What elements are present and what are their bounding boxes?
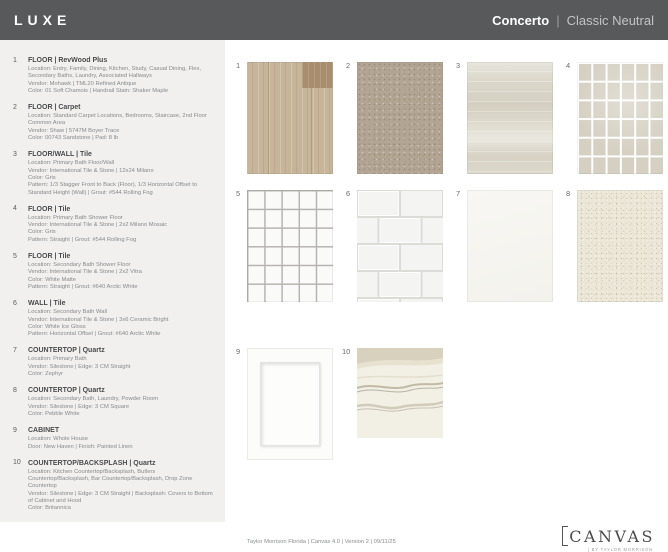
spec-detail: Pattern: Straight | Grout: #544 Rolling Fog [28, 236, 137, 243]
swatch-quartz-pebble-white [577, 190, 663, 302]
spec-title: FLOOR | Tile [28, 253, 71, 261]
spec-detail: Location: Secondary Bath, Laundry, Powder Room [28, 396, 159, 403]
spec-item-2 [13, 103, 215, 142]
spec-detail: Vendor: International Tile & Stone | 12x24 Milano [28, 167, 154, 174]
spec-item-6 [13, 299, 215, 338]
spec-item-5 [13, 252, 215, 291]
spec-item-4 [13, 205, 215, 244]
spec-item-10 [13, 459, 215, 513]
swatch-number: 6 [346, 189, 351, 198]
spec-detail: Vendor: Silestone | Edge: 3 CM Square [28, 403, 130, 410]
spec-number: 6 [13, 299, 17, 307]
logo-wordmark: CANVAS [569, 526, 655, 546]
spec-title: FLOOR/WALL | Tile [28, 151, 92, 159]
spec-detail: Location: Primary Bath [28, 356, 87, 363]
spec-title: COUNTERTOP | Quartz [28, 387, 105, 395]
subway-tile-pattern [357, 190, 443, 302]
spec-detail: Vendor: International Tile & Stone | 2x2 Milano Mosaic [28, 222, 168, 229]
spec-detail: Color: Pebble White [28, 410, 80, 417]
spec-detail: Location: Kitchen Countertop/Backsplash, Butlers Countertop/Backsplash, Bar Countertop/Backsplash, Drop Zone Countertop [28, 468, 193, 490]
swatch-cell-4 [566, 61, 663, 174]
swatch-tile-2x2-milano-mosaic [577, 62, 663, 174]
swatch-board [225, 40, 668, 552]
spec-item-9 [13, 426, 215, 451]
swatch-cell-8 [566, 189, 663, 302]
spec-detail: Pattern: Horizontal Offset | Grout: #640 Arctic White [28, 331, 161, 338]
spec-detail: Location: Entry, Family, Dining, Kitchen, Study, Casual Dining, Flex, Secondary Baths, Laundry, Associated Hallways [28, 66, 202, 80]
swatch-number: 3 [456, 61, 461, 70]
spec-detail: Location: Primary Bath Floor/Wall [28, 160, 115, 167]
spec-detail: Pattern: Straight | Grout: #640 Arctic White [28, 283, 138, 290]
spec-number: 2 [13, 103, 17, 111]
logo-bracket-icon [562, 526, 568, 546]
swatch-cell-6 [346, 189, 443, 302]
swatch-revwood-plus-wood-floor [247, 62, 333, 174]
swatch-tile-12x24-milano [467, 62, 553, 174]
spec-detail: Color: 01 Soft Chamois | Handrail Stain: Shaker Maple [28, 87, 169, 94]
spec-number: 1 [13, 56, 17, 64]
swatch-number: 8 [566, 189, 571, 198]
spec-title: COUNTERTOP/BACKSPLASH | Quartz [28, 459, 156, 467]
swatch-carpet-sandstone [357, 62, 443, 174]
swatch-number: 9 [236, 347, 241, 356]
spec-detail: Vendor: Mohawk | TML20 Refined Antique [28, 80, 137, 87]
spec-title: CABINET [28, 427, 60, 435]
spec-number: 7 [13, 346, 17, 354]
swatch-number: 4 [566, 61, 571, 70]
swatch-cell-1 [236, 61, 333, 174]
spec-item-1 [13, 56, 215, 95]
spec-title: FLOOR | RevWood Plus [28, 57, 108, 64]
spec-detail: Location: Secondary Bath Wall [28, 309, 108, 316]
spec-detail: Location: Primary Bath Shower Floor [28, 214, 123, 221]
swatch-quartz-zephyr [467, 190, 553, 302]
swatch-cabinet-door-new-haven [247, 348, 333, 460]
spec-number: 5 [13, 252, 17, 260]
swatch-tile-3x6-subway [357, 190, 443, 302]
spec-detail: Vendor: Shaw | 5747M Boyer Trace [28, 127, 120, 134]
spec-detail: Location: Whole House [28, 436, 88, 443]
spec-detail: Location: Secondary Bath Shower Floor [28, 262, 131, 269]
swatch-tile-2x2-vitra-white-mosaic [247, 190, 333, 302]
spec-title: FLOOR | Tile [28, 205, 71, 213]
spec-number: 8 [13, 386, 17, 394]
header-bar [0, 0, 668, 40]
swatch-number: 2 [346, 61, 351, 70]
brand-logo: LUXE [14, 12, 72, 28]
quartz-veining-pattern [357, 348, 443, 438]
spec-number: 3 [13, 150, 17, 158]
collection-name: Concerto [492, 12, 550, 28]
spec-list-sidebar [0, 40, 225, 522]
logo-tagline: | BY TAYLOR MORRISON [587, 547, 653, 552]
swatch-cell-10 [342, 347, 443, 438]
swatch-number: 1 [236, 61, 241, 70]
canvas-logo [562, 526, 655, 552]
spec-number: 9 [13, 426, 17, 434]
spec-detail: Location: Standard Carpet Locations, Bedrooms, Staircase, 2nd Floor Common Area [28, 113, 207, 127]
swatch-cell-2 [346, 61, 443, 174]
spec-detail: Vendor: Silestone | Edge: 3 CM Straight | Backsplash: Covers to Bottom of Cabinet and Hood [28, 490, 213, 504]
spec-detail: Color: White Matte [28, 276, 76, 283]
swatch-number: 10 [342, 347, 351, 356]
spec-detail: Color: Zephyr [28, 371, 64, 378]
wood-grain-dark-patch [302, 62, 333, 88]
spec-title: COUNTERTOP | Quartz [28, 347, 105, 355]
cabinet-door-panel [260, 362, 320, 446]
header-collection [492, 13, 654, 28]
spec-number: 4 [13, 205, 17, 213]
spec-detail: Color: Gris [28, 174, 56, 181]
spec-detail: Vendor: International Tile & Stone | 3x6 Ceramic Bright [28, 316, 169, 323]
spec-detail: Color: Gris [28, 229, 56, 236]
header-separator: | [556, 12, 560, 28]
spec-detail: Vendor: Silestone | Edge: 3 CM Straight [28, 363, 131, 370]
spec-detail: Color: Britannica [28, 505, 71, 512]
spec-item-3 [13, 150, 215, 196]
spec-detail: Color: White Ice Gloss [28, 323, 86, 330]
swatch-quartz-britannica [357, 348, 443, 438]
swatch-cell-9 [236, 347, 333, 460]
footer-note: Taylor Morrison Florida | Canvas 4.0 | Version 2 | 09/11/25 [247, 539, 396, 545]
swatch-number: 5 [236, 189, 241, 198]
spec-detail: Vendor: International Tile & Stone | 2x2 Vitra [28, 269, 142, 276]
spec-title: FLOOR | Carpet [28, 104, 81, 112]
spec-item-8 [13, 386, 215, 418]
swatch-cell-7 [456, 189, 553, 302]
swatch-cell-5 [236, 189, 333, 302]
palette-name: Classic Neutral [566, 12, 654, 28]
spec-item-7 [13, 346, 215, 378]
spec-title: WALL | Tile [28, 300, 66, 308]
spec-detail: Pattern: 1/3 Stagger Front to Back (Floor), 1/3 Horizontal Offset to Standard Height (Wall) | Grout: #544 Rolling Fog [28, 182, 198, 196]
swatch-cell-3 [456, 61, 553, 174]
spec-detail: Color: 00743 Sandstone | Pad: 8 lb [28, 135, 119, 142]
spec-number: 10 [13, 459, 21, 467]
spec-detail: Door: New Haven | Finish: Painted Linen [28, 443, 133, 450]
swatch-number: 7 [456, 189, 461, 198]
